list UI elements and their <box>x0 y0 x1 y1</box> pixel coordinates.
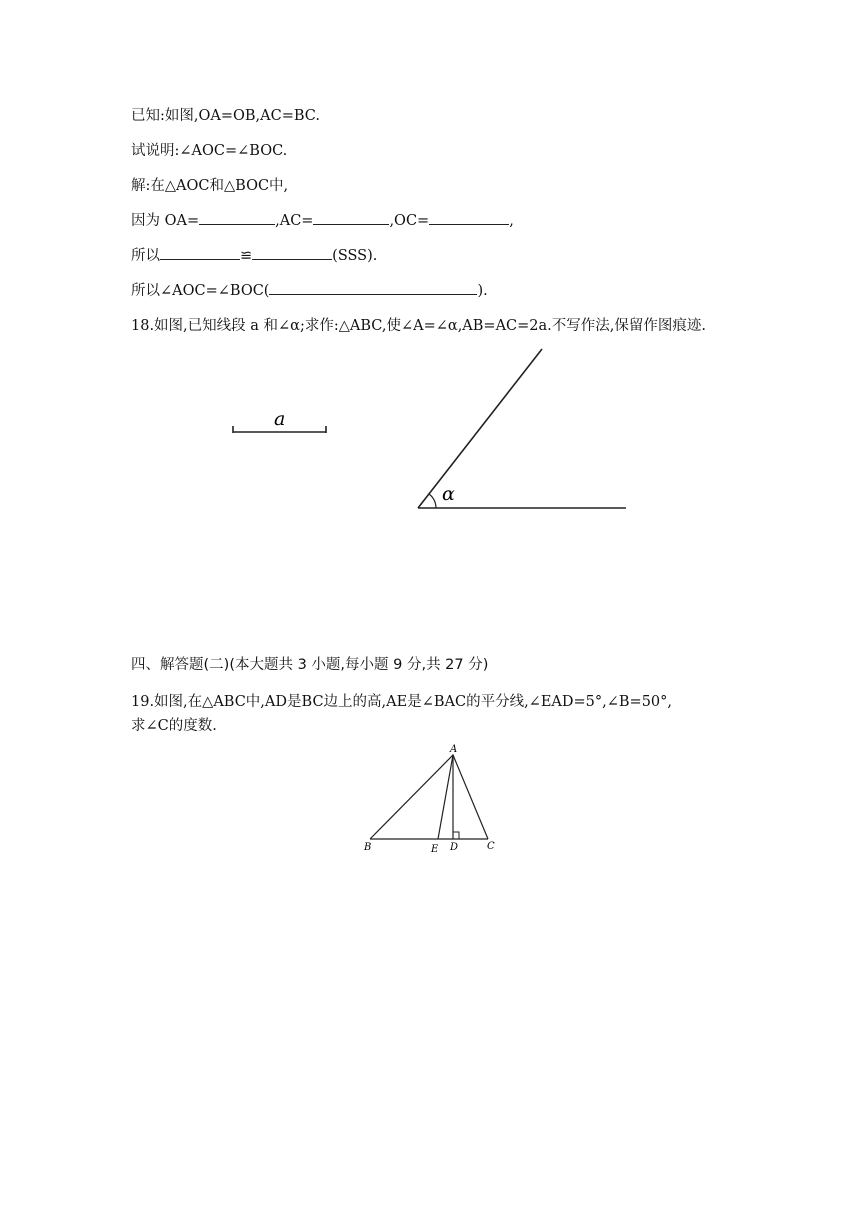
blank-oa[interactable] <box>199 211 275 225</box>
point-e-label: E <box>431 844 439 855</box>
congruent-symbol: ≌ <box>240 248 253 264</box>
triangle-abc-figure <box>358 740 508 858</box>
because-end: , <box>509 213 514 229</box>
angle-alpha-label: α <box>442 483 455 505</box>
so2-end: ). <box>477 283 488 299</box>
blank-oc[interactable] <box>429 211 509 225</box>
because-oc: ,OC= <box>389 213 430 229</box>
right-angle-mark <box>453 832 459 839</box>
vertex-a-label: A <box>450 744 458 755</box>
sss-label: (SSS). <box>332 248 378 264</box>
blank-triangle-2[interactable] <box>252 246 332 260</box>
question-19-line-2: 求∠C的度数. <box>131 718 217 734</box>
angle-alpha-figure <box>412 345 632 515</box>
blank-triangle-1[interactable] <box>160 246 240 260</box>
vertex-c-label: C <box>487 841 495 852</box>
solution-intro-line: 解:在△AOC和△BOC中, <box>131 178 289 194</box>
so2-prefix: 所以∠AOC=∠BOC( <box>131 283 270 299</box>
triangle-sides <box>370 755 488 839</box>
so-angle-line <box>131 281 488 301</box>
so-congruent-line <box>131 246 377 266</box>
prove-line: 试说明:∠AOC=∠BOC. <box>131 143 288 159</box>
question-19-line-1: 19.如图,在△ABC中,AD是BC边上的高,AE是∠BAC的平分线,∠EAD=5°,∠B=50°, <box>131 694 673 710</box>
blank-reason[interactable] <box>269 281 477 295</box>
question-18: 18.如图,已知线段 a 和∠α;求作:△ABC,使∠A=∠α,AB=AC=2a.不写作法,保留作图痕迹. <box>131 318 706 334</box>
because-ac: ,AC= <box>275 213 314 229</box>
because-prefix: 因为 OA= <box>131 213 200 229</box>
angle-ray-upper <box>418 349 542 508</box>
segment-a-figure <box>228 405 332 439</box>
angle-arc <box>429 494 436 508</box>
section-4-heading: 四、解答题(二)(本大题共 3 小题,每小题 9 分,共 27 分) <box>131 657 489 673</box>
because-line <box>131 211 514 231</box>
blank-ac[interactable] <box>313 211 389 225</box>
segment-a-label: a <box>274 408 286 430</box>
vertex-b-label: B <box>364 842 372 853</box>
point-d-label: D <box>450 842 459 853</box>
so-prefix: 所以 <box>131 248 160 264</box>
given-line: 已知:如图,OA=OB,AC=BC. <box>131 108 320 124</box>
